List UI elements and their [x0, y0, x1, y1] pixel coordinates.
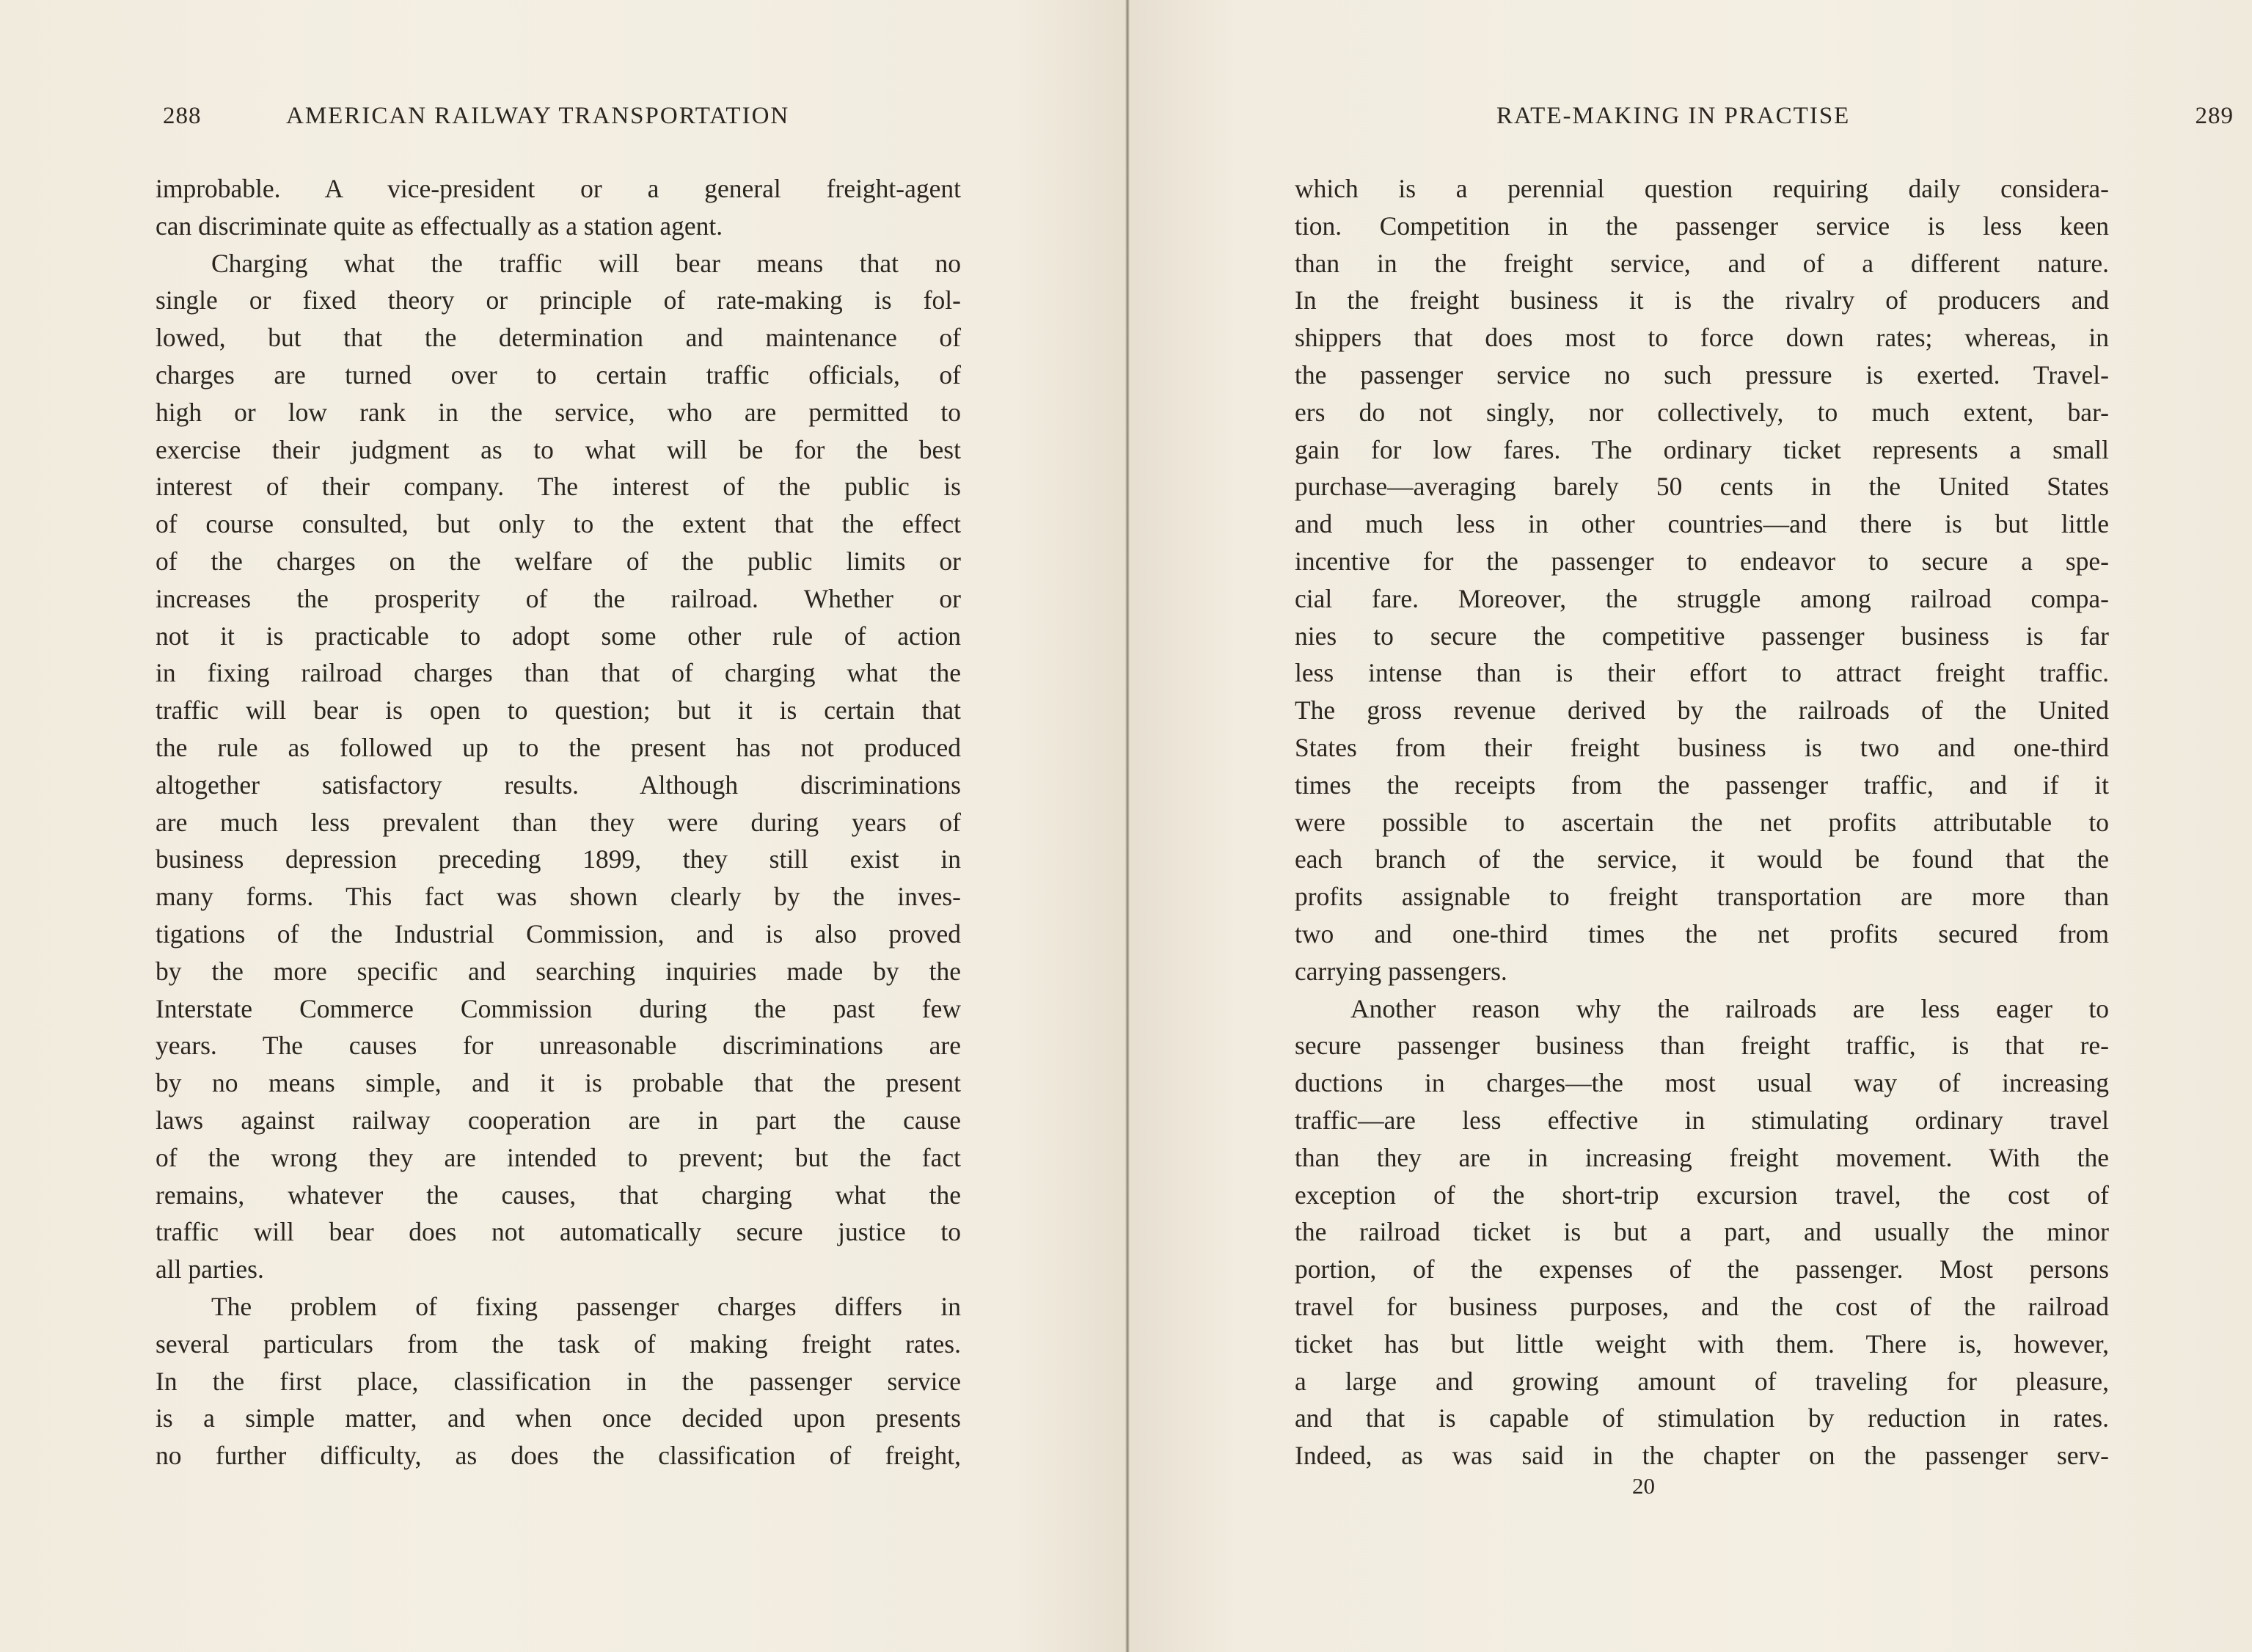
text-line: portion, of the expenses of the passenger. Most persons	[1295, 1254, 2109, 1284]
text-line: all parties.	[156, 1254, 264, 1284]
text-line: high or low rank in the service, who are permitted to	[156, 397, 961, 427]
text-line: years. The causes for unreasonable discriminations are	[156, 1031, 961, 1061]
text-line: is a simple matter, and when once decided upon presents	[156, 1403, 961, 1433]
text-line: Indeed, as was said in the chapter on the passenger serv-	[1295, 1441, 2109, 1471]
left-running-title: AMERICAN RAILWAY TRANSPORTATION	[286, 103, 790, 129]
left-running-header	[163, 103, 962, 139]
text-line: two and one-third times the net profits secured from	[1295, 918, 2109, 949]
text-line: and that is capable of stimulation by reduction in rates.	[1295, 1403, 2109, 1433]
text-line: The problem of fixing passenger charges differs in	[211, 1291, 961, 1321]
right-page-text	[1295, 170, 2109, 1474]
text-line: were possible to ascertain the net profits attributable to	[1295, 807, 2109, 837]
text-line: than in the freight service, and of a different nature.	[1295, 248, 2109, 278]
text-line: than they are in increasing freight movement. With the	[1295, 1142, 2109, 1172]
text-line: each branch of the service, it would be found that the	[1295, 844, 2109, 874]
text-line: the rule as followed up to the present has not produced	[156, 732, 961, 762]
text-line: gain for low fares. The ordinary ticket represents a small	[1295, 434, 2109, 464]
text-line: many forms. This fact was shown clearly by the inves-	[156, 882, 961, 912]
signature-mark: 20	[1632, 1473, 1655, 1499]
text-line: times the receipts from the passenger traffic, and if it	[1295, 770, 2109, 800]
text-line: interest of their company. The interest of the public is	[156, 472, 961, 502]
text-line: traffic will bear is open to question; but it is certain that	[156, 695, 961, 726]
text-line: increases the prosperity of the railroad. Whether or	[156, 583, 961, 613]
text-line: remains, whatever the causes, that charging what the	[156, 1180, 961, 1210]
text-line: exercise their judgment as to what will be for the best	[156, 434, 961, 464]
text-line: In the freight business it is the rivalry of producers and	[1295, 285, 2109, 315]
text-line: business depression preceding 1899, they still exist in	[156, 844, 961, 874]
text-line: less intense than is their effort to attract freight traffic.	[1295, 658, 2109, 688]
text-line: of the wrong they are intended to prevent; but the fact	[156, 1142, 961, 1172]
text-line: profits assignable to freight transportation are more than	[1295, 882, 2109, 912]
text-line: States from their freight business is two and one-third	[1295, 732, 2109, 762]
text-line: Another reason why the railroads are less eager to	[1350, 993, 2109, 1023]
text-line: travel for business purposes, and the cost of the railroad	[1295, 1291, 2109, 1321]
text-line: Interstate Commerce Commission during the past few	[156, 993, 961, 1023]
text-line: no further difficulty, as does the classification of freight,	[156, 1441, 961, 1471]
text-line: Charging what the traffic will bear means that no	[211, 248, 961, 278]
text-line: can discriminate quite as effectually as a station agent.	[156, 211, 723, 241]
text-line: a large and growing amount of traveling for pleasure,	[1295, 1366, 2109, 1396]
right-running-title: RATE-MAKING IN PRACTISE	[1496, 103, 1851, 129]
text-line: tion. Competition in the passenger service is less keen	[1295, 211, 2109, 241]
text-line: improbable. A vice-president or a general freight-agent	[156, 174, 961, 203]
text-line: lowed, but that the determination and maintenance of	[156, 323, 961, 353]
text-line: of the charges on the welfare of the public limits or	[156, 546, 961, 576]
text-line: which is a perennial question requiring daily considera-	[1295, 174, 2109, 203]
text-line: secure passenger business than freight traffic, is that re-	[1295, 1031, 2109, 1061]
text-line: shippers that does most to force down rates; whereas, in	[1295, 323, 2109, 353]
text-line: The gross revenue derived by the railroads of the United	[1295, 695, 2109, 726]
text-line: the railroad ticket is but a part, and usually the minor	[1295, 1217, 2109, 1247]
text-line: cial fare. Moreover, the struggle among railroad compa-	[1295, 583, 2109, 613]
text-line: by no means simple, and it is probable that the present	[156, 1068, 961, 1098]
text-line: not it is practicable to adopt some other rule of action	[156, 621, 961, 651]
right-page	[1126, 0, 2252, 1652]
text-line: charges are turned over to certain traffic officials, of	[156, 359, 961, 390]
text-line: altogether satisfactory results. Although discriminations	[156, 770, 961, 800]
text-line: ers do not singly, nor collectively, to much extent, bar-	[1295, 397, 2109, 427]
text-line: purchase—averaging barely 50 cents in the United States	[1295, 472, 2109, 502]
text-line: in fixing railroad charges than that of charging what the	[156, 658, 961, 688]
text-line: nies to secure the competitive passenger business is far	[1295, 621, 2109, 651]
text-line: laws against railway cooperation are in part the cause	[156, 1105, 961, 1135]
text-line: exception of the short-trip excursion travel, the cost of	[1295, 1180, 2109, 1210]
text-line: are much less prevalent than they were during years of	[156, 807, 961, 837]
text-line: the passenger service no such pressure is exerted. Travel-	[1295, 359, 2109, 390]
text-line: traffic will bear does not automatically secure justice to	[156, 1217, 961, 1247]
text-line: incentive for the passenger to endeavor to secure a spe-	[1295, 546, 2109, 576]
right-page-number: 289	[2195, 103, 2234, 129]
right-running-header	[1496, 103, 2234, 139]
text-line: ticket has but little weight with them. There is, however,	[1295, 1328, 2109, 1359]
left-page-number: 288	[163, 103, 202, 129]
text-line: traffic—are less effective in stimulating ordinary travel	[1295, 1105, 2109, 1135]
text-line: carrying passengers.	[1295, 956, 1507, 986]
text-line: In the first place, classification in the passenger service	[156, 1366, 961, 1396]
text-line: several particulars from the task of making freight rates.	[156, 1328, 961, 1359]
text-line: and much less in other countries—and there is but little	[1295, 509, 2109, 539]
left-page-text	[156, 170, 961, 1474]
text-line: tigations of the Industrial Commission, and is also proved	[156, 918, 961, 949]
text-line: single or fixed theory or principle of rate-making is fol-	[156, 285, 961, 315]
text-line: by the more specific and searching inquiries made by the	[156, 956, 961, 986]
text-line: ductions in charges—the most usual way of increasing	[1295, 1068, 2109, 1098]
text-line: of course consulted, but only to the extent that the effect	[156, 509, 961, 539]
